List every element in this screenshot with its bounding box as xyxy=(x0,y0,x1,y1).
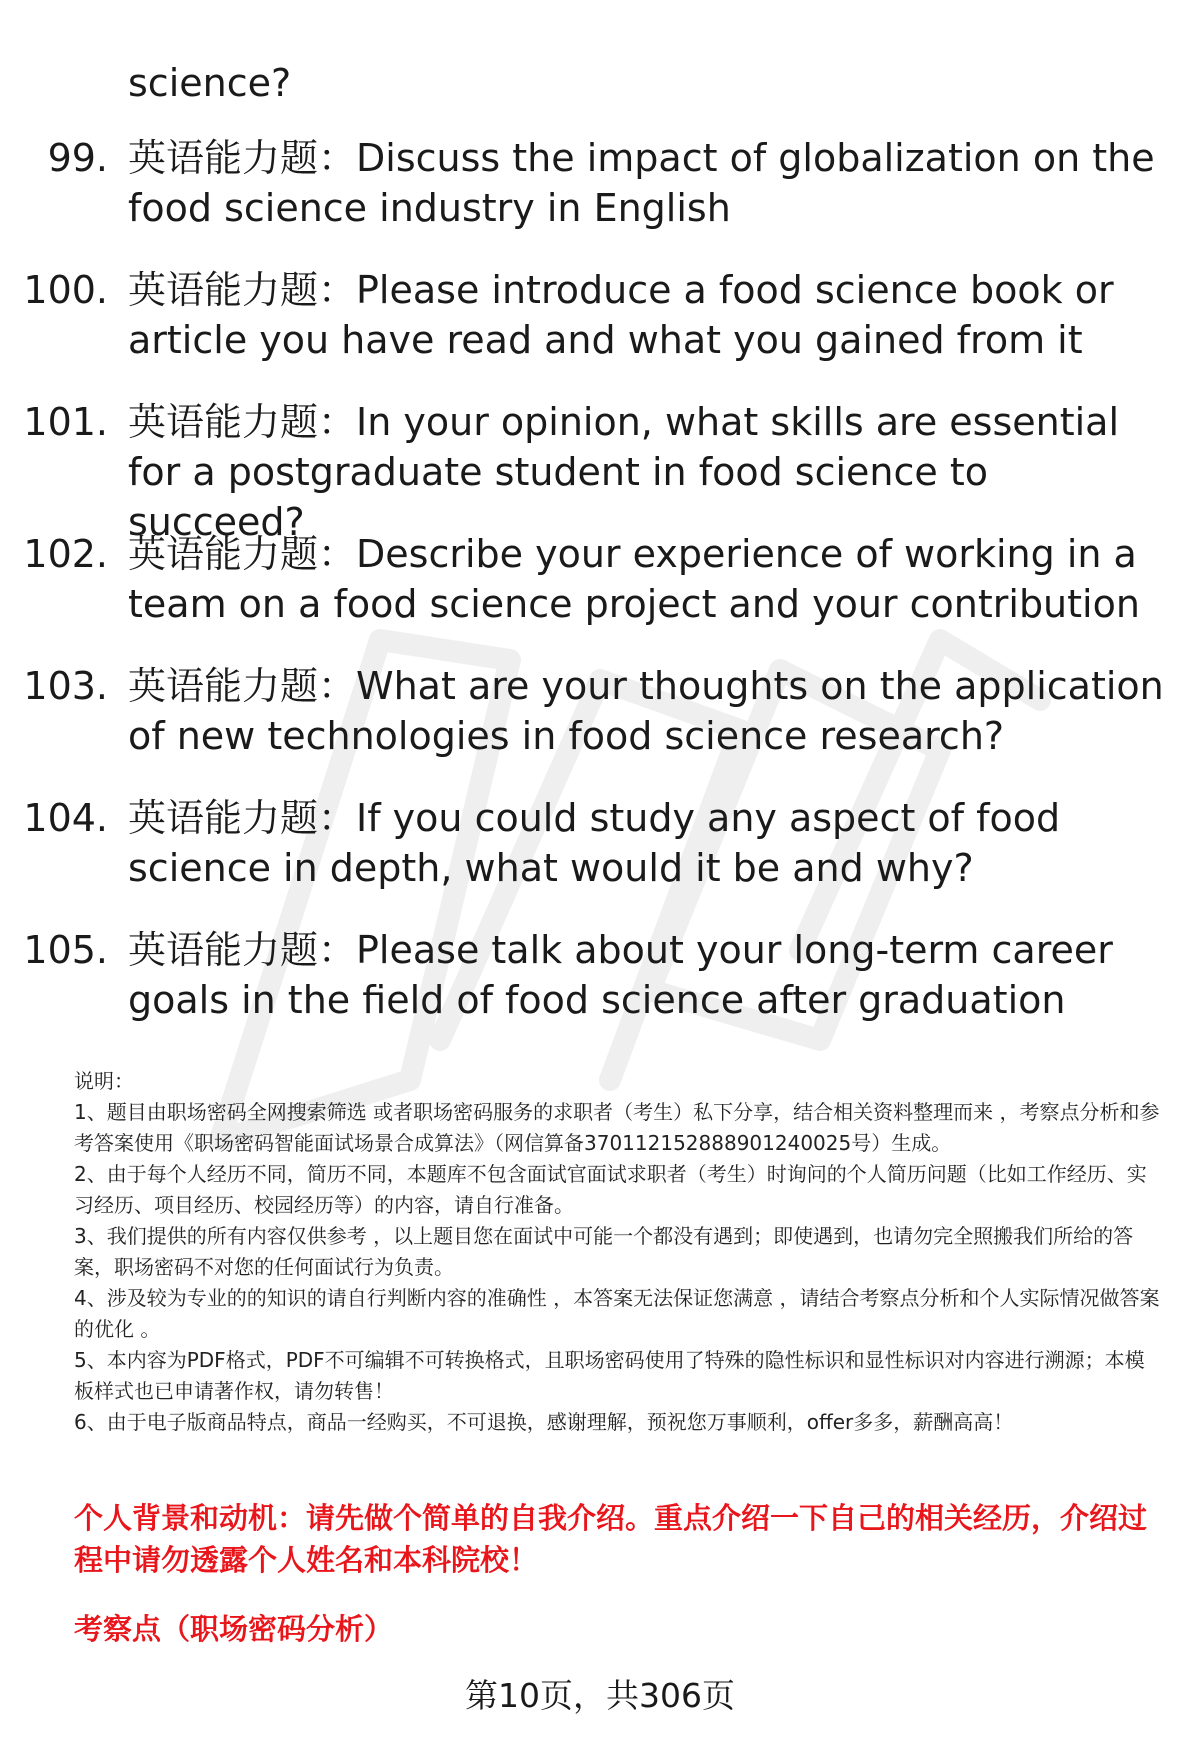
question-text: Describe your experience of working in a team on a food science project and your contribution xyxy=(128,532,1140,626)
question-number: 102. xyxy=(23,532,108,576)
question-body xyxy=(128,925,1173,1025)
notes-heading: 说明： xyxy=(74,1069,134,1093)
note-item: 4、涉及较为专业的的知识的请自行判断内容的准确性 ，本答案无法保证您满意 ，请结合考察点分析和个人实际情况做答案的优化 。 xyxy=(74,1286,1160,1341)
note-item: 5、本内容为PDF格式，PDF不可编辑不可转换格式，且职场密码使用了特殊的隐性标识和显性标识对内容进行溯源；本模板样式也已申请著作权，请勿转售！ xyxy=(74,1348,1145,1403)
question-label: 英语能力题： xyxy=(128,664,357,708)
question-number: 100. xyxy=(23,268,108,312)
question-item xyxy=(0,661,1200,793)
question-number: 105. xyxy=(23,928,108,972)
question-body xyxy=(128,265,1173,365)
note-item: 1、题目由职场密码全网搜索筛选 或者职场密码服务的求职者（考生）私下分享，结合相关资料整理而来 ，考察点分析和参考答案使用《职场密码智能面试场景合成算法》（网信算备37011215288890124​0025号）生成。 xyxy=(74,1100,1160,1155)
question-text: Discuss the impact of globalization on the food science industry in English xyxy=(128,136,1155,230)
question-body xyxy=(128,661,1173,761)
note-item: 2、由于每个人经历不同，简历不同，本题库不包含面试官面试求职者（考生）时询问的个人简历问题（比如工作经历、实习经历、项目经历、校园经历等）的内容，请自行准备。 xyxy=(74,1162,1147,1217)
notes-section xyxy=(74,1066,1164,1438)
question-item xyxy=(0,265,1200,397)
question-label: 英语能力题： xyxy=(128,268,357,312)
question-item xyxy=(0,133,1200,265)
question-text: If you could study any aspect of food science in depth, what would it be and why? xyxy=(128,796,1061,890)
question-text: In your opinion, what skills are essential for a postgraduate student in food science to succeed? xyxy=(128,400,1120,544)
question-item xyxy=(0,397,1200,544)
question-label: 英语能力题： xyxy=(128,928,357,972)
question-list xyxy=(0,133,1200,1057)
question-text: Please introduce a food science book or article you have read and what you gained from it xyxy=(128,268,1114,362)
question-label: 英语能力题： xyxy=(128,136,357,180)
interview-question-heading: 个人背景和动机：请先做个简单的自我介绍。重点介绍一下自己的相关经历，介绍过程中请勿透露个人姓名和本科院校！ xyxy=(74,1501,1148,1577)
question-label: 英语能力题： xyxy=(128,796,357,840)
question-item xyxy=(0,529,1200,661)
note-item: 6、由于电子版商品特点，商品一经购买，不可退换，感谢理解，预祝您万事顺利，offer多多，薪酬高高！ xyxy=(74,1410,1014,1434)
question-item xyxy=(0,925,1200,1057)
continued-question-text: science? xyxy=(128,61,292,105)
question-body xyxy=(128,793,1173,893)
question-number: 103. xyxy=(23,664,108,708)
page-number: 第10页，共306页 xyxy=(465,1676,735,1715)
question-text: What are your thoughts on the application of new technologies in food science research? xyxy=(128,664,1164,758)
question-label: 英语能力题： xyxy=(128,400,357,444)
question-body xyxy=(128,397,1173,547)
question-number: 104. xyxy=(23,796,108,840)
question-text: Please talk about your long-term career goals in the field of food science after graduation xyxy=(128,928,1113,1022)
note-item: 3、我们提供的所有内容仅供参考 ，以上题目您在面试中可能一个都没有遇到；即使遇到，也请勿完全照搬我们所给的答案，职场密码不对您的任何面试行为负责。 xyxy=(74,1224,1134,1279)
question-number: 101. xyxy=(23,400,108,444)
analysis-heading: 考察点（职场密码分析） xyxy=(74,1612,394,1646)
question-body xyxy=(128,529,1173,629)
question-item xyxy=(0,793,1200,925)
question-number: 99. xyxy=(47,136,108,180)
question-label: 英语能力题： xyxy=(128,532,357,576)
question-body xyxy=(128,133,1173,233)
